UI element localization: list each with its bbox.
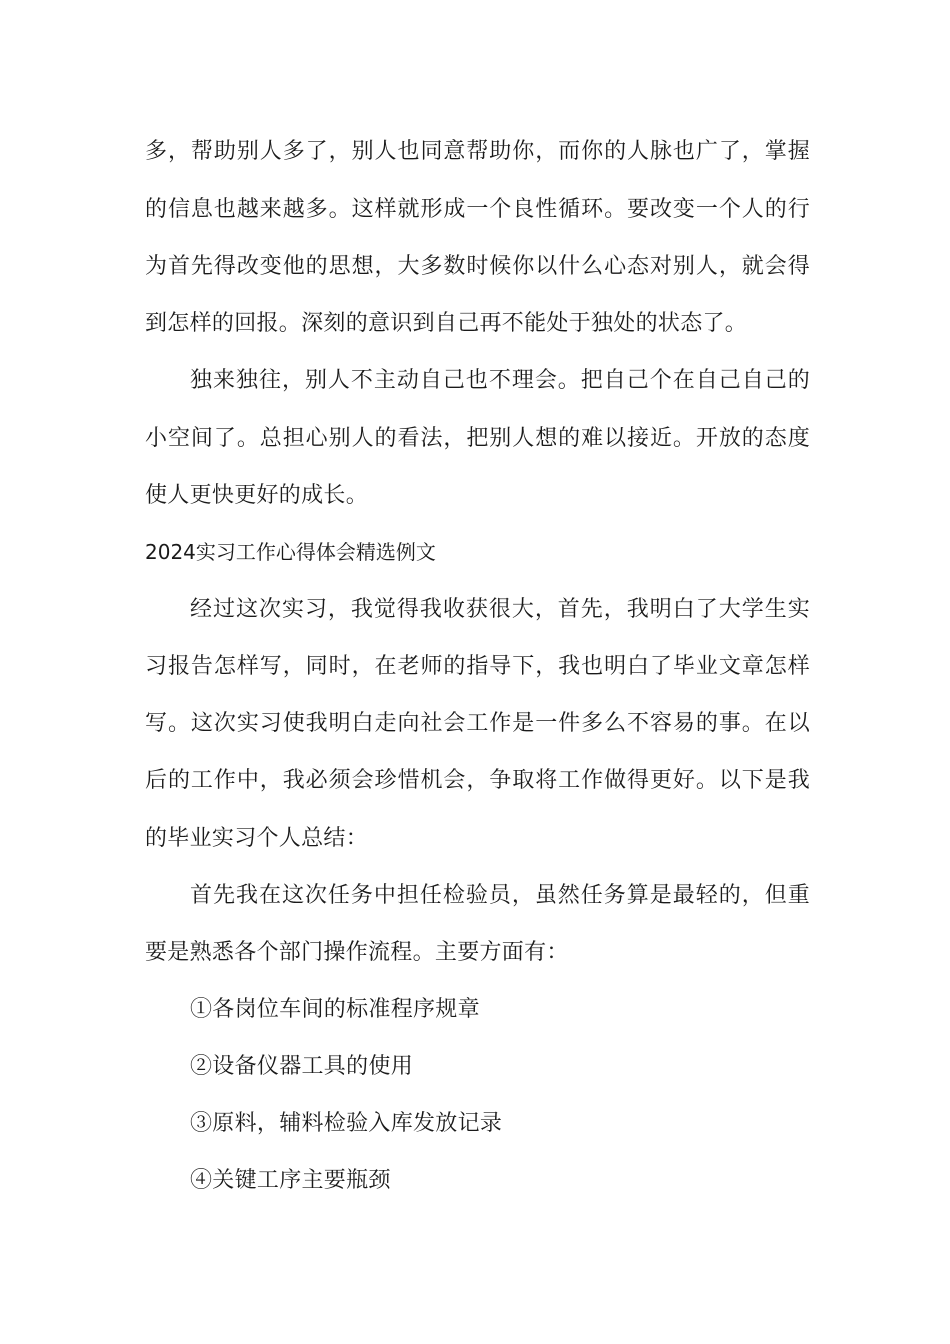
- paragraph-line: 独来独往，别人不主动自己也不理会。把自己个在自己自己的: [190, 368, 810, 393]
- section-heading: 2024实习工作心得体会精选例文: [145, 540, 436, 564]
- paragraph-line: 小空间了。总担心别人的看法，把别人想的难以接近。开放的态度: [145, 426, 810, 451]
- paragraph-line: 要是熟悉各个部门操作流程。主要方面有：: [145, 940, 569, 965]
- paragraph-line: 多，帮助别人多了，别人也同意帮助你，而你的人脉也广了，掌握: [145, 139, 810, 164]
- paragraph-line: 到怎样的回报。深刻的意识到自己再不能处于独处的状态了。: [145, 311, 748, 336]
- paragraph-line: 首先我在这次任务中担任检验员，虽然任务算是最轻的，但重: [190, 883, 810, 908]
- list-item: ②设备仪器工具的使用: [190, 1054, 414, 1079]
- paragraph-line: 的毕业实习个人总结：: [145, 826, 369, 851]
- paragraph-line: 使人更快更好的成长。: [145, 483, 369, 508]
- list-item: ①各岗位车间的标准程序规章: [190, 997, 480, 1022]
- paragraph-line: 的信息也越来越多。这样就形成一个良性循环。要改变一个人的行: [145, 197, 810, 222]
- paragraph-line: 为首先得改变他的思想，大多数时候你以什么心态对别人，就会得: [145, 254, 810, 279]
- paragraph-line: 经过这次实习，我觉得我收获很大，首先，我明白了大学生实: [190, 597, 810, 622]
- paragraph-line: 习报告怎样写，同时，在老师的指导下，我也明白了毕业文章怎样: [145, 654, 810, 679]
- list-item: ③原料，辅料检验入库发放记录: [190, 1111, 503, 1136]
- paragraph-line: 后的工作中，我必须会珍惜机会，争取将工作做得更好。以下是我: [145, 768, 810, 793]
- paragraph-line: 写。这次实习使我明白走向社会工作是一件多么不容易的事。在以: [145, 711, 810, 736]
- list-item: ④关键工序主要瓶颈: [190, 1168, 391, 1193]
